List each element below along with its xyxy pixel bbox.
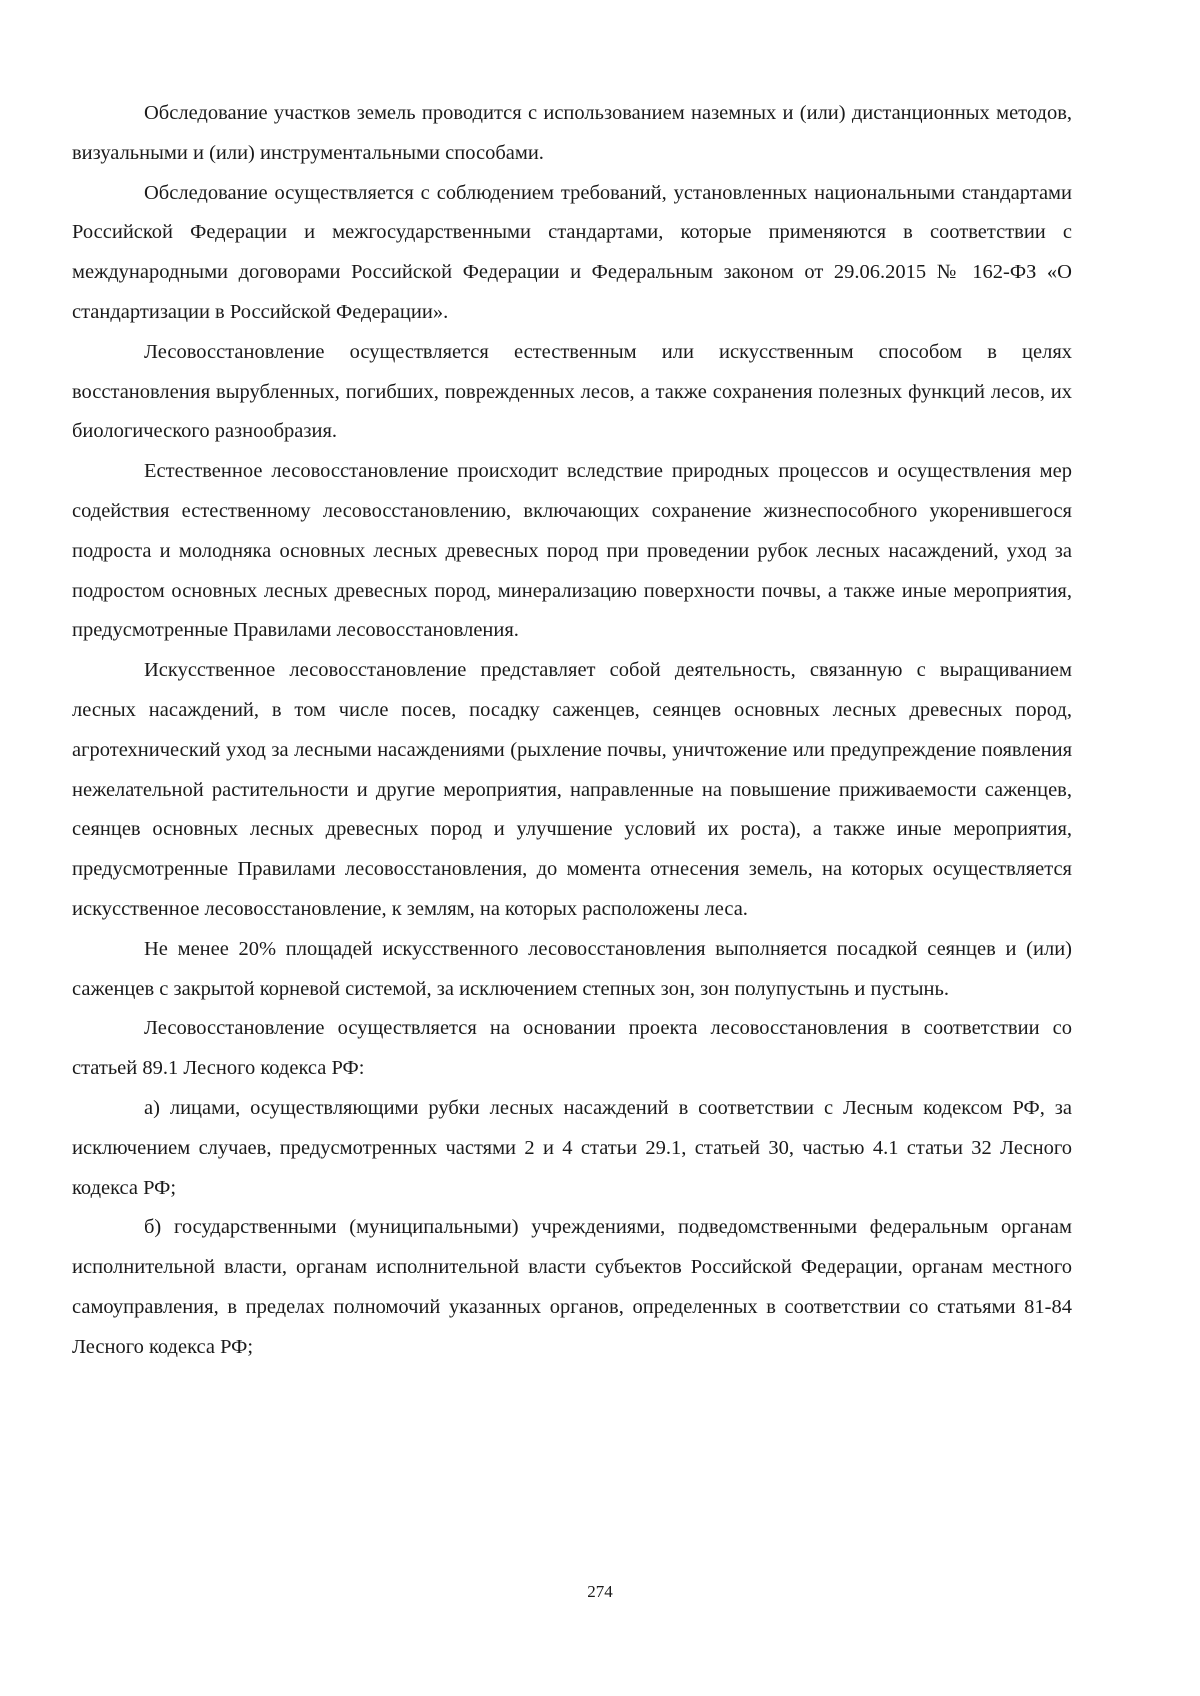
paragraph-survey-methods: Обследование участков земель проводится с использованием наземных и (или) дистанционных методов, визуальными и (или) инструментальными способами.	[72, 102, 1072, 164]
list-item-a: а) лицами, осуществляющими рубки лесных насаждений в соответствии с Лесным кодексом РФ, за исключением случаев, предусмотренных частями 2 и 4 статьи 29.1, статьей 30, частью 4.1 статьи 32 Лесного кодекса РФ;	[72, 1096, 1072, 1199]
list-item-b: б) государственными (муниципальными) учреждениями, подведомственными федеральным органам исполнительной власти, органам исполнительной власти субъектов Российской Федерации, органам местного самоуправления, в пределах полномочий указанных органов, определенных в соответствии со статьями 81-84 Лесного кодекса РФ;	[72, 1216, 1072, 1358]
page-number: 274	[587, 1582, 613, 1601]
paragraph-reforestation-project: Лесовосстановление осуществляется на основании проекта лесовосстановления в соответствии со статьей 89.1 Лесного кодекса РФ:	[72, 1017, 1072, 1080]
paragraph-survey-standards: Обследование осуществляется с соблюдением требований, установленных национальными стандартами Российской Федерации и межгосударственными стандартами, которые применяются в соответствии с международными договорами Российской Федерации и Федеральным законом от 29.06.2015 № 162-ФЗ «О стандартизации в Российской Федерации».	[72, 181, 1072, 323]
document-body	[72, 94, 1072, 1368]
paragraph-natural-reforestation: Естественное лесовосстановление происходит вследствие природных процессов и осуществления мер содействия естественному лесовосстановлению, включающих сохранение жизнеспособного укоренившегося подроста и молодняка основных лесных древесных пород при проведении рубок лесных насаждений, уход за подростом основных лесных древесных пород, минерализацию поверхности почвы, а также иные мероприятия, предусмотренные Правилами лесовосстановления.	[72, 460, 1072, 642]
paragraph-reforestation-purpose: Лесовосстановление осуществляется естественным или искусственным способом в целях восстановления вырубленных, погибших, поврежденных лесов, а также сохранения полезных функций лесов, их биологического разнообразия.	[72, 340, 1072, 443]
paragraph-artificial-reforestation: Искусственное лесовосстановление представляет собой деятельность, связанную с выращиванием лесных насаждений, в том числе посев, посадку саженцев, сеянцев основных лесных древесных пород, агротехнический уход за лесными насаждениями (рыхление почвы, уничтожение или предупреждение появления нежелательной растительности и другие мероприятия, направленные на повышение приживаемости саженцев, сеянцев основных лесных древесных пород и улучшение условий их роста), а также иные мероприятия, предусмотренные Правилами лесовосстановления, до момента отнесения земель, на которых осуществляется искусственное лесовосстановление, к землям, на которых расположены леса.	[72, 659, 1072, 920]
paragraph-closed-root-planting: Не менее 20% площадей искусственного лесовосстановления выполняется посадкой сеянцев и (или) саженцев с закрытой корневой системой, за исключением степных зон, зон полупустынь и пустынь.	[72, 937, 1072, 1000]
